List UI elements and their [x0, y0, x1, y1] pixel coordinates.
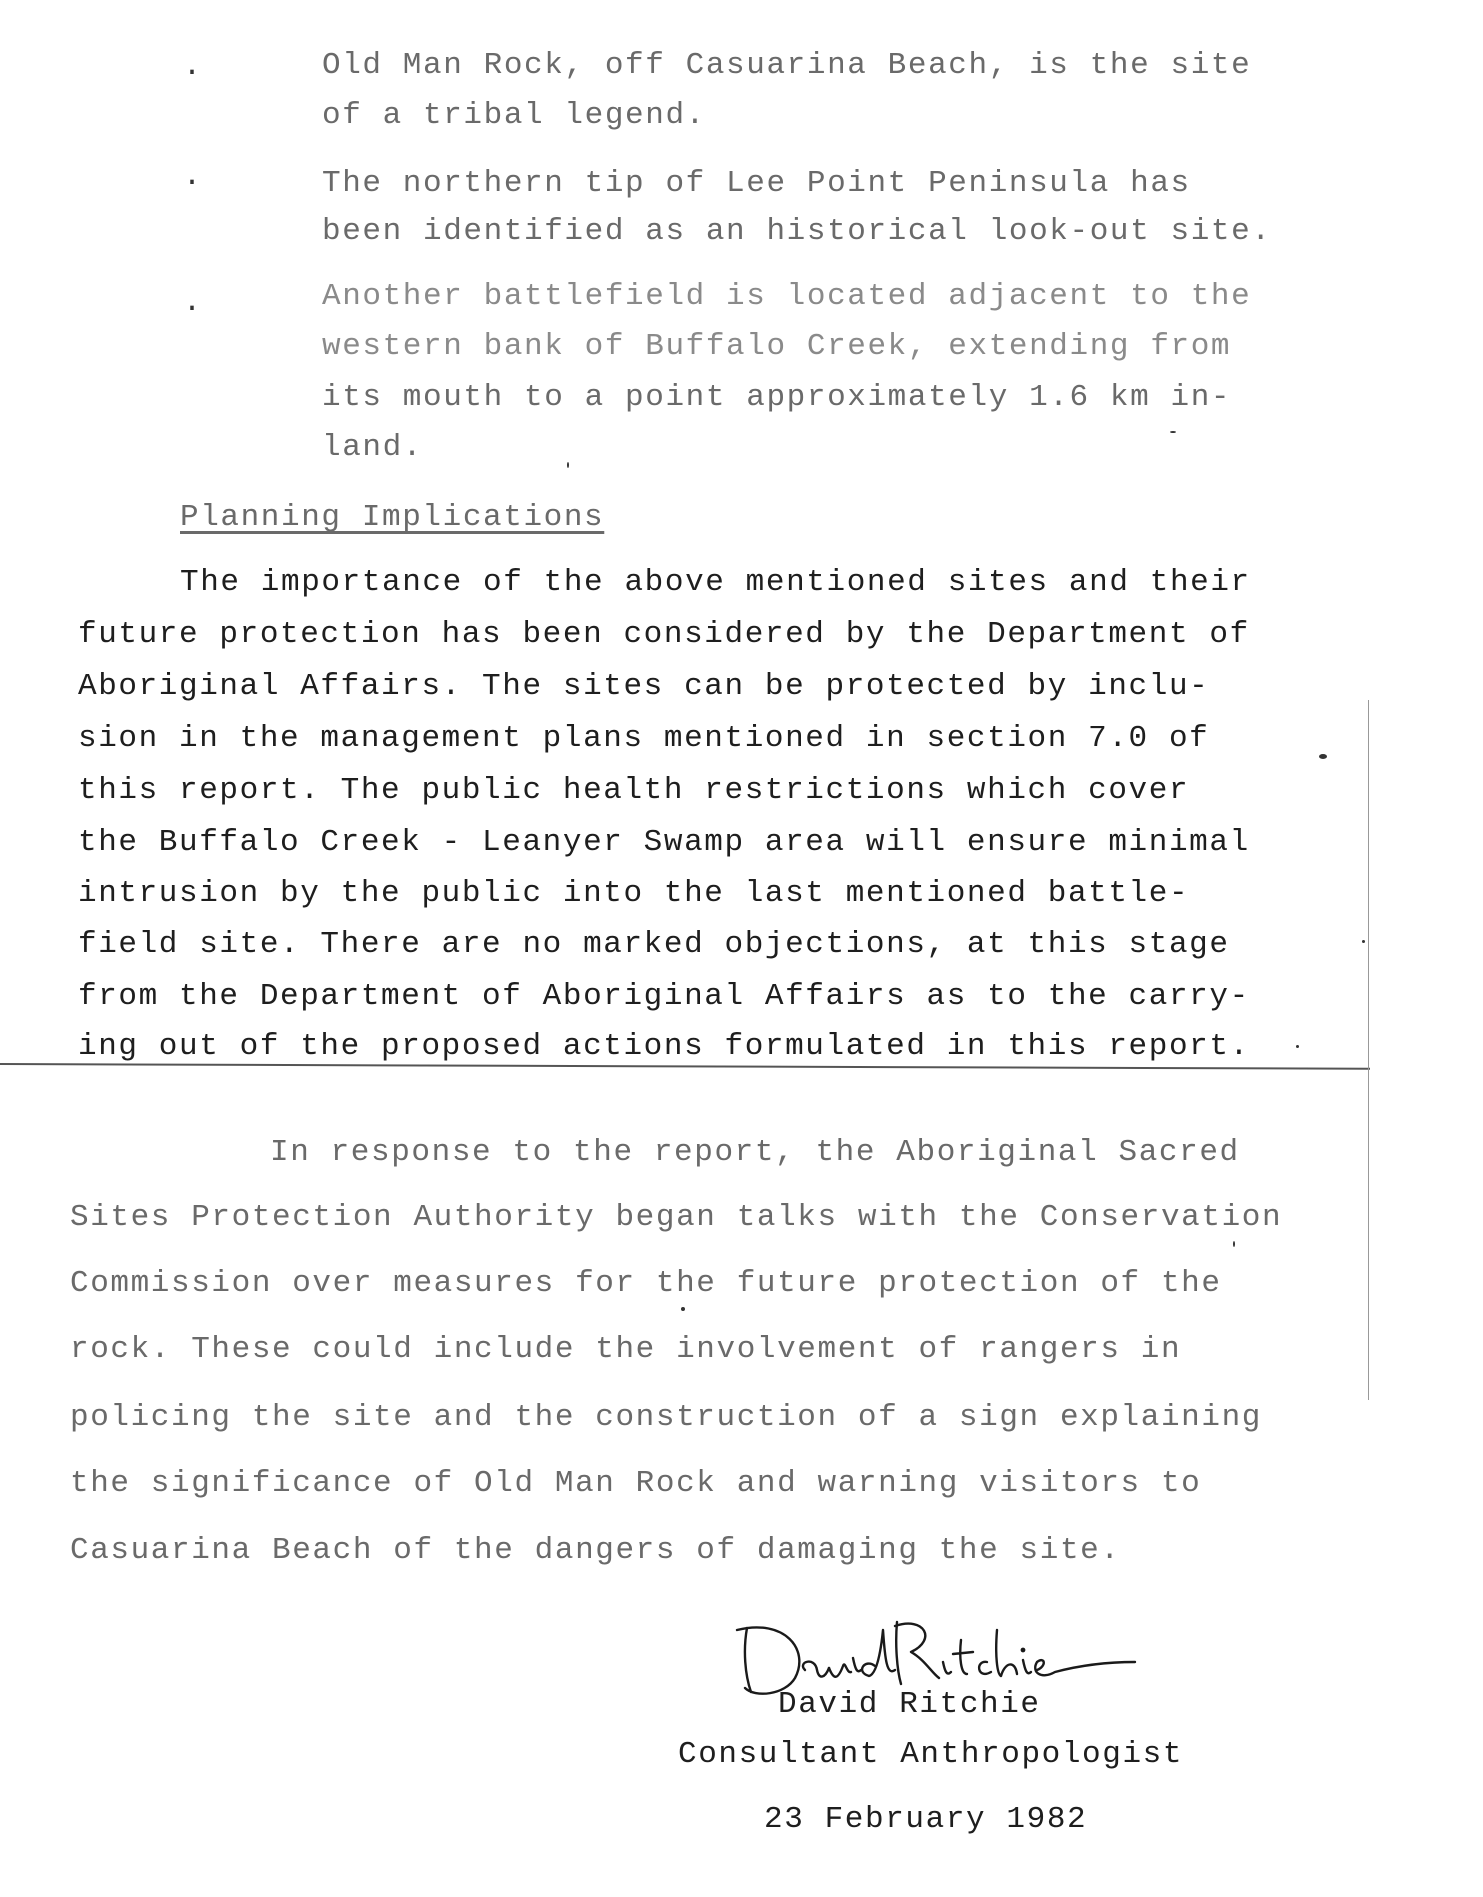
paragraph-2-line: the significance of Old Man Rock and warning visitors to — [70, 1466, 1202, 1501]
bullet-1-line-2: of a tribal legend. — [322, 98, 706, 133]
bullet-3-line-1: Another battlefield is located adjacent to the — [322, 279, 1252, 314]
paragraph-1-line: field site. There are no marked objections, at this stage — [78, 927, 1230, 962]
scan-speck — [1319, 754, 1327, 759]
paragraph-1-line: Aboriginal Affairs. The sites can be protected by inclu- — [78, 669, 1210, 704]
paragraph-1-line: future protection has been considered by the Department of — [78, 617, 1250, 652]
paragraph-1-line: sion in the management plans mentioned in section 7.0 of — [78, 721, 1210, 756]
section-heading: Planning Implications — [180, 500, 605, 535]
scan-speck — [1170, 431, 1176, 433]
scan-speck — [681, 1307, 685, 1311]
paragraph-1-line: intrusion by the public into the last mentioned battle- — [78, 876, 1190, 911]
signatory-title: Consultant Anthropologist — [678, 1737, 1184, 1772]
scan-speck — [1296, 1045, 1299, 1048]
bullet-marker: . — [183, 286, 202, 320]
scan-speck — [1233, 1241, 1235, 1247]
document-date: 23 February 1982 — [764, 1802, 1088, 1837]
scan-edge-line — [1368, 700, 1369, 1400]
paragraph-2-line: policing the site and the construction of a sign explaining — [70, 1400, 1262, 1435]
bullet-marker: . — [183, 160, 202, 194]
bullet-marker: . — [183, 50, 202, 84]
scan-speck — [567, 462, 569, 468]
paragraph-2-line: In response to the report, the Aboriginal Sacred — [270, 1135, 1240, 1170]
bullet-2-line-1: The northern tip of Lee Point Peninsula has — [322, 166, 1191, 201]
paragraph-1-line: ing out of the proposed actions formulated in this report. — [78, 1029, 1250, 1064]
paragraph-1-line: from the Department of Aboriginal Affairs as to the carry- — [78, 979, 1250, 1014]
bullet-3-line-4: land. — [322, 430, 424, 465]
scan-speck — [1362, 940, 1365, 943]
paragraph-2-line: rock. These could include the involvement of rangers in — [70, 1332, 1182, 1367]
paragraph-2-line: Sites Protection Authority began talks with the Conservation — [70, 1200, 1283, 1235]
paragraph-2-line: Casuarina Beach of the dangers of damaging the site. — [70, 1533, 1121, 1568]
bullet-3-line-3: its mouth to a point approximately 1.6 km in- — [322, 380, 1232, 415]
bullet-2-line-2: been identified as an historical look-out site. — [322, 214, 1272, 249]
paragraph-1-line: The importance of the above mentioned sites and their — [180, 565, 1251, 600]
paste-seam-line — [0, 1063, 1370, 1070]
paragraph-2-line: Commission over measures for the future protection of the — [70, 1266, 1222, 1301]
signatory-name: David Ritchie — [778, 1687, 1041, 1722]
bullet-3-line-2: western bank of Buffalo Creek, extending from — [322, 329, 1232, 364]
paragraph-1-line: this report. The public health restrictions which cover — [78, 773, 1190, 808]
bullet-1-line-1: Old Man Rock, off Casuarina Beach, is the site — [322, 48, 1252, 83]
paragraph-1-line: the Buffalo Creek - Leanyer Swamp area will ensure minimal — [78, 825, 1250, 860]
